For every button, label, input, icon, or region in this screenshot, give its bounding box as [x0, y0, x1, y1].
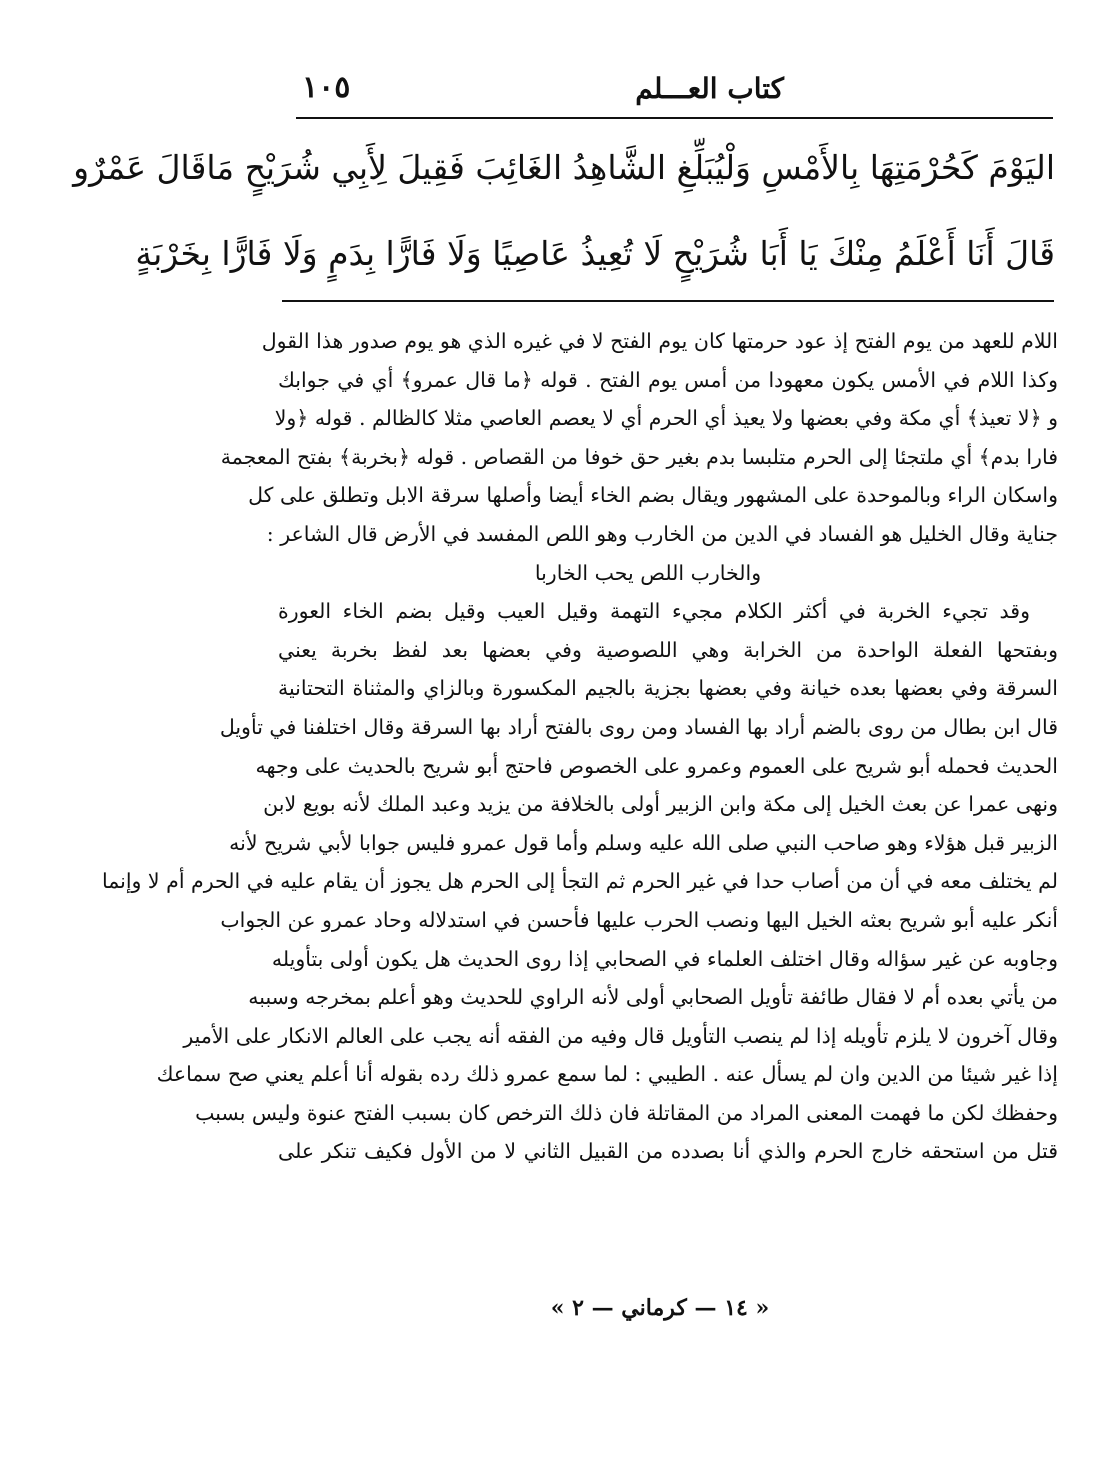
running-title: كتاب العـــلم: [635, 72, 784, 105]
commentary-line: وكذا اللام في الأمس يكون معهودا من أمس يوم الفتح . قوله ﴿ما قال عمرو﴾ أي في جوابك: [278, 367, 1058, 392]
commentary-line: اللام للعهد من يوم الفتح إذ عود حرمتها كان يوم الفتح لا في غيره الذي هو يوم صدور هذا القول: [261, 329, 1058, 353]
commentary-line: قتل من استحقه خارج الحرم والذي أنا بصدده من القبيل الثاني لا من الأول فكيف تنكر على: [278, 1139, 1058, 1164]
commentary-line: قال ابن بطال من روى بالضم أراد بها الفساد ومن روى بالفتح أراد بها السرقة وقال اختلفنا في تأويل: [219, 714, 1058, 739]
commentary-line: السرقة وفي بعضها بعده خيانة وفي بعضها بجزية بالجيم المكسورة وبالزاي والمثناة التحتانية: [278, 676, 1058, 701]
header-rule: [296, 117, 1053, 119]
commentary-line: فارا بدم﴾ أي ملتجئا إلى الحرم متلبسا بدم بغير حق خوفا من القصاص . قوله ﴿بخربة﴾ بفتح المعجمة: [220, 444, 1058, 469]
page-number: ١٠٥: [302, 70, 351, 105]
commentary-line: وقال آخرون لا يلزم تأويله إذا لم ينصب التأويل قال وفيه من الفقه أنه يجب على العالم الانكار على الأمير: [183, 1023, 1058, 1048]
commentary-line: وقد تجيء الخربة في أكثر الكلام مجيء التهمة وقيل العيب وقيل بضم الخاء العورة: [278, 599, 1030, 624]
commentary-line: وحفظك لكن ما فهمت المعنى المراد من المقاتلة فان ذلك الترخص كان بسبب الفتح عنوة وليس بسبب: [195, 1100, 1058, 1125]
commentary-line: واسكان الراء وبالموحدة على المشهور ويقال بضم الخاء أيضا وأصلها سرقة الابل وتطلق على كل: [248, 483, 1058, 508]
commentary-line: أنكر عليه أبو شريح بعثه الخيل اليها ونصب الحرب عليها فأحسن في استدلاله وحاد عمرو عن الجواب: [220, 907, 1058, 932]
commentary-line: الزبير قبل هؤلاء وهو صاحب النبي صلى الله عليه وسلم وأما قول عمرو فليس جوابا لأبي شريح لأنه: [229, 830, 1058, 855]
hadith-line: اليَوْمَ كَحُرْمَتِهَا بِالأَمْسِ وَلْيُبَلِّغِ الشَّاهِدُ الغَائِبَ فَقِيلَ لِأَبِي شُرَيْحٍ مَاقَالَ عَمْرٌو: [73, 148, 1055, 187]
page-header: [288, 68, 1054, 114]
verse-line: والخارب اللص يحب الخاربا: [534, 560, 762, 585]
commentary-text: [102, 322, 1058, 1171]
section-divider: [282, 300, 1054, 302]
commentary-line: وبفتحها الفعلة الواحدة من الخرابة وهي اللصوصية وفي بعضها بعد لفظ بخربة يعني: [278, 637, 1058, 662]
hadith-text: [73, 125, 1055, 297]
commentary-line: لم يختلف معه في أن من أصاب حدا في غير الحرم ثم التجأ إلى الحرم هل يجوز أن يقام عليه في الحرم أم لا وإنما: [102, 869, 1058, 894]
printer-signature: « ١٤ — كرماني — ٢ »: [550, 1295, 770, 1321]
commentary-line: جناية وقال الخليل هو الفساد في الدين من الخارب وهو اللص المفسد في الأرض قال الشاعر :: [266, 521, 1058, 546]
commentary-line: و ﴿لا تعيذ﴾ أي مكة وفي بعضها ولا يعيذ أي الحرم أي لا يعصم العاصي مثلا كالظالم . قوله ﴿ولا: [274, 406, 1058, 431]
commentary-line: ونهى عمرا عن بعث الخيل إلى مكة وابن الزبير أولى بالخلافة من يزيد وعبد الملك لأنه بويع لابن: [263, 792, 1058, 817]
commentary-line: وجاوبه عن غير سؤاله وقال اختلف العلماء في الصحابي إذا روى الحديث هل يكون أولى بتأويله: [271, 946, 1058, 971]
commentary-line: إذا غير شيئا من الدين وان لم يسأل عنه . الطيبي : لما سمع عمرو ذلك رده بقوله أنا أعلم يعني صح سماعك: [156, 1062, 1058, 1087]
commentary-line: الحديث فحمله أبو شريح على العموم وعمرو على الخصوص فاحتج أبو شريح بالحديث على وجهه: [255, 753, 1058, 778]
commentary-line: من يأتي بعده أم لا فقال طائفة تأويل الصحابي أولى لأنه الراوي للحديث وهو أعلم بمخرجه وسببه: [248, 985, 1058, 1010]
hadith-line: قَالَ أَنَا أَعْلَمُ مِنْكَ يَا أَبَا شُرَيْحٍ لَا تُعِيذُ عَاصِيًا وَلَا فَارًّا بِدَمٍ وَلَا فَارًّا بِخَرْبَةٍ: [135, 234, 1055, 273]
